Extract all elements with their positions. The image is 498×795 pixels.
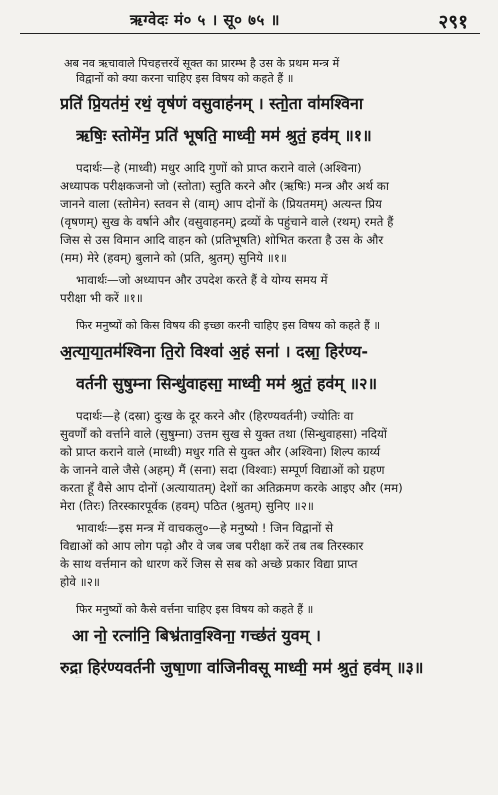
intro-line: फिर मनुष्यों को कैसे वर्त्तना चाहिए इस विषय को कहते हैं ॥ [76,603,314,616]
commentary-line: अध्यापक परीक्षकजनो जो (स्तोता) स्तुति करने और (ऋषिः) मन्त्र और अर्थ का [60,179,389,193]
commentary-line: पदार्थः—हे (दस्रा) दुःख के दूर करने और (हिरण्यवर्तनी) ज्योतिः वा [76,409,354,423]
commentary-line: के जानने वाले जैसे (अहम्) मैं (सना) सदा (विश्वाः) सम्पूर्ण विद्याओं को ग्रहण [60,463,385,477]
intro-line: फिर मनुष्यों को किस विषय की इच्छा करनी चाहिए इस विषय को कहते हैं ॥ [76,319,381,332]
mantra-line: रुद्रा॒ हिर॑ण्यवर्तनी जुषा॒णा वा॑जिनीवसू॒ माध्वी॒ मम॑ श्रुतं॒ हव॑म् ॥३॥ [60,658,424,677]
commentary-line: होवे ॥२॥ [60,575,100,589]
commentary-line: करता हूँ वैसे आप दोनों (अत्यायातम्) देशों का अतिक्रमण करके आइए और (मम) [60,481,403,495]
commentary-line: भावार्थः—जो अध्यापन और उपदेश करते हैं वे योग्य समय में [76,273,328,287]
mantra-line: आ नो॒ रत्ना॑नि॒ बिभ्र॑ताव॒श्विना॒ गच्छ॑तं यु॒वम् । [72,626,321,645]
commentary-line: जिस से उस विमान आदि वाहन को (प्रतिभूषति) शोभित करता है उस के और [60,233,384,247]
page-header [0,6,498,36]
commentary-line: विद्याओं को आप लोग पढ़ो और वे जब जब परीक्षा करें तब तब तिरस्कार [60,539,364,553]
commentary-line: पदार्थः—हे (माध्वी) मधुर आदि गुणों को प्राप्त कराने वाले (अश्विना) [76,161,362,175]
commentary-line: भावार्थः—इस मन्त्र में वाचकलु०—हे मनुष्यो ! जिन विद्वानों से [76,521,334,535]
mantra-line: अ॒त्या॒या॒तम॑श्विना ति॒रो विश्वा॑ अ॒हं सना॑ । दस्रा॒ हिर॑ण्य- [60,342,369,361]
mantra-line: वर्तनी सुषुम्ना सिन्धु॑वाहसा॒ माध्वी॒ मम॑ श्रुतं॒ हव॑म् ॥२॥ [76,374,378,393]
intro-line: विद्वानों को क्या करना चाहिए इस विषय को कहते हैं ॥ [76,72,294,85]
mantra-line: ऋषिः॒ स्तोमे॑न॒ प्रति॑ भूषति॒ माध्वी॒ मम॑ श्रुतं॒ हव॑म् ॥१॥ [76,126,372,145]
commentary-line: के साथ वर्त्तमान को धारण करें जिस से सब को अच्छे प्रकार विद्या प्राप्त [60,557,358,571]
commentary-line: परीक्षा भी करें ॥१॥ [60,291,143,305]
page-number: २९१ [438,11,468,33]
commentary-line: सुवर्णों को वर्त्ताने वाले (सुषुम्ना) उत्तम सुख से युक्त तथा (सिन्धुवाहसा) नदियों [60,427,387,441]
commentary-line: (मम) मेरे (हवम्) बुलाने को (प्रति, श्रुतम्) सुनिये ॥१॥ [60,251,287,265]
commentary-line: को प्राप्त कराने वाले (माध्वी) मधुर गति से युक्त और (अश्विना) शिल्प कार्य्य [60,445,381,459]
running-title: ऋग्वेदः मं० ५ । सू० ७५ ॥ [130,11,280,29]
commentary-line: मेरा (तिरः) तिरस्कारपूर्वक (हवम्) पठित (श्रुतम्) सुनिए ॥२॥ [60,499,314,513]
mantra-line: प्रति॑ प्रि॒यत॑मं॒ रथं॒ वृष॑णं वसु॒वाह॑नम् । स्तो॒ता वा॑मश्विना [60,94,364,113]
commentary-line: (वृषणम्) सुख के वर्षाने और (वसुवाहनम्) द्रव्यों के पहुंचाने वाले (रथम्) रमते हैं [60,215,394,229]
header-rule [20,33,480,34]
commentary-line: जानने वाला (स्तोमेन) स्तवन से (वाम्) आप दोनों के (प्रियतमम्) अत्यन्त प्रिय [60,197,382,211]
intro-line: अब नव ऋचावाले पिचहत्तरवें सूक्त का प्रारम्भ है उस के प्रथम मन्त्र में [64,57,340,70]
